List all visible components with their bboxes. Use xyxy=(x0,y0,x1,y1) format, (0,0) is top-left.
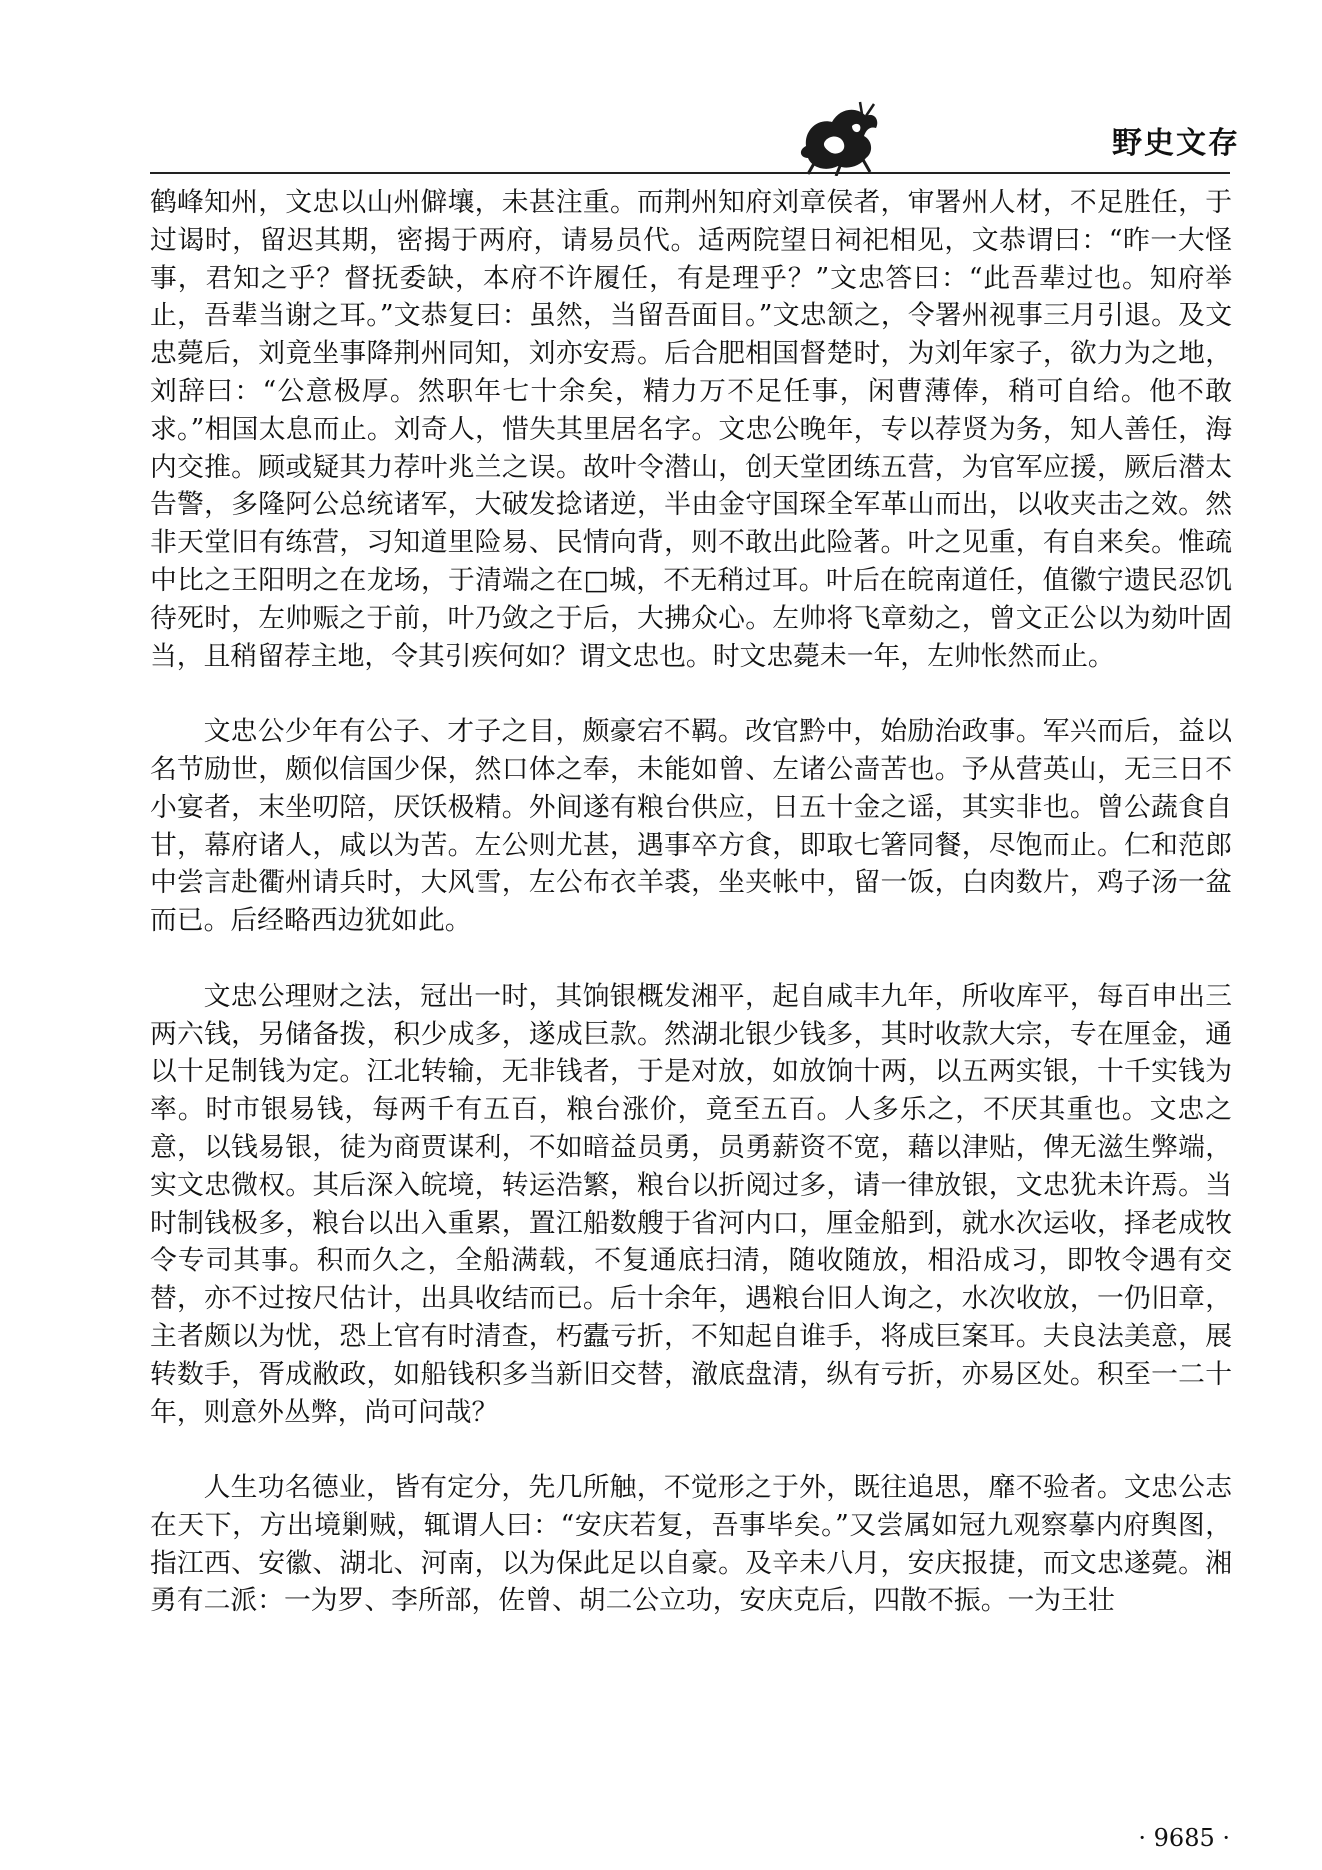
header-rule xyxy=(150,172,1230,174)
paragraph-3: 文忠公理财之法，冠出一时，其饷银概发湘平，起自咸丰九年，所收库平，每百申出三两六钱，另储备拨，积少成多，遂成巨款。然湖北银少钱多，其时收款大宗，专在厘金，通以十足制钱为定。江北转输，无非钱者，于是对放，如放饷十两，以五两实银，十千实钱为率。时市银易钱，每两千有五百，粮台涨价，竟至五百。人多乐之，不厌其重也。文忠之意，以钱易银，徒为商贾谋利，不如暗益员勇，员勇薪资不宽，藉以津贴，俾无滋生弊端，实文忠微权。其后深入皖境，转运浩繁，粮台以折阅过多，请一律放银，文忠犹未许焉。当时制钱极多，粮台以出入重累，置江船数艘于省河内口，厘金船到，就水次运收，择老成牧令专司其事。积而久之，全船满载，不复通底扫清，随收随放，相沿成习，即牧令遇有交替，亦不过按尺估计，出具收结而已。后十余年，遇粮台旧人询之，水次收放，一仍旧章，主者颇以为忧，恐上官有时清查，朽蠹亏折，不知起自谁手，将成巨案耳。夫良法美意，展转数手，胥成敝政，如船钱积多当新旧交替，澈底盘清，纵有亏折，亦易区处。积至一二十年，则意外丛弊，尚可问哉？ xyxy=(150,980,1232,1428)
body-text xyxy=(150,184,1232,1620)
paragraph-2: 文忠公少年有公子、才子之目，颇豪宕不羁。改官黔中，始励治政事。军兴而后，益以名节励世，颇似信国少保，然口体之奉，未能如曾、左诸公啬苦也。予从营英山，无三日不小宴者，末坐叨陪，厌饫极精。外间遂有粮台供应，日五十金之谣，其实非也。曾公蔬食自甘，幕府诸人，咸以为苦。左公则尤甚，遇事卒方食，即取七箸同餐，尽饱而止。仁和范郎中尝言赴衢州请兵时，大风雪，左公布衣羊裘，坐夹帐中，留一饭，白肉数片，鸡子汤一盆而已。后经略西边犹如此。 xyxy=(150,716,1232,937)
running-head-title: 野史文存 xyxy=(1112,126,1240,161)
dragon-emblem-icon xyxy=(796,100,882,176)
page-number: · 9685 · xyxy=(1138,1824,1230,1852)
paragraph-1: 鹤峰知州，文忠以山州僻壤，未甚注重。而荆州知府刘章侯者，审署州人材，不足胜任，于过谒时，留迟其期，密揭于两府，请易员代。适两院望日祠祀相见，文恭谓曰：“昨一大怪事，君知之乎？督抚委缺，本府不许履任，有是理乎？”文忠答曰：“此吾辈过也。知府举止，吾辈当谢之耳。”文恭复曰：虽然，当留吾面目。”文忠颔之，令署州视事三月引退。及文忠薨后，刘竟坐事降荆州同知，刘亦安焉。后合肥相国督楚时，为刘年家子，欲力为之地，刘辞曰：“公意极厚。然职年七十余矣，精力万不足任事，闲曹薄俸，稍可自给。他不敢求。”相国太息而止。刘奇人，惜失其里居名字。文忠公晚年，专以荐贤为务，知人善任，海内交推。顾或疑其力荐叶兆兰之误。故叶令潜山，创天堂团练五营，为官军应援，厥后潜太告警，多隆阿公总统诸军，大破发捻诸逆，半由金守国琛全军革山而出，以收夹击之效。然非天堂旧有练营，习知道里险易、民情向背，则不敢出此险著。叶之见重，有自来矣。惟疏中比之王阳明之在龙场，于清端之在□城，不无稍过耳。叶后在皖南道任，值徽宁遗民忍饥待死时，左帅赈之于前，叶乃敛之于后，大拂众心。左帅将飞章劾之，曾文正公以为劾叶固当，且稍留荐主地，令其引疾何如？谓文忠也。时文忠薨未一年，左帅怅然而止。 xyxy=(150,187,1232,672)
paragraph-4: 人生功名德业，皆有定分，先几所触，不觉形之于外，既往追思，靡不验者。文忠公志在天下，方出境剿贼，辄谓人曰：“安庆若复，吾事毕矣。”又尝属如冠九观察摹内府舆图，指江西、安徽、湖北、河南，以为保此足以自豪。及辛未八月，安庆报捷，而文忠遂薨。湘勇有二派：一为罗、李所部，佐曾、胡二公立功，安庆克后，四散不振。一为王壮 xyxy=(150,1472,1232,1617)
